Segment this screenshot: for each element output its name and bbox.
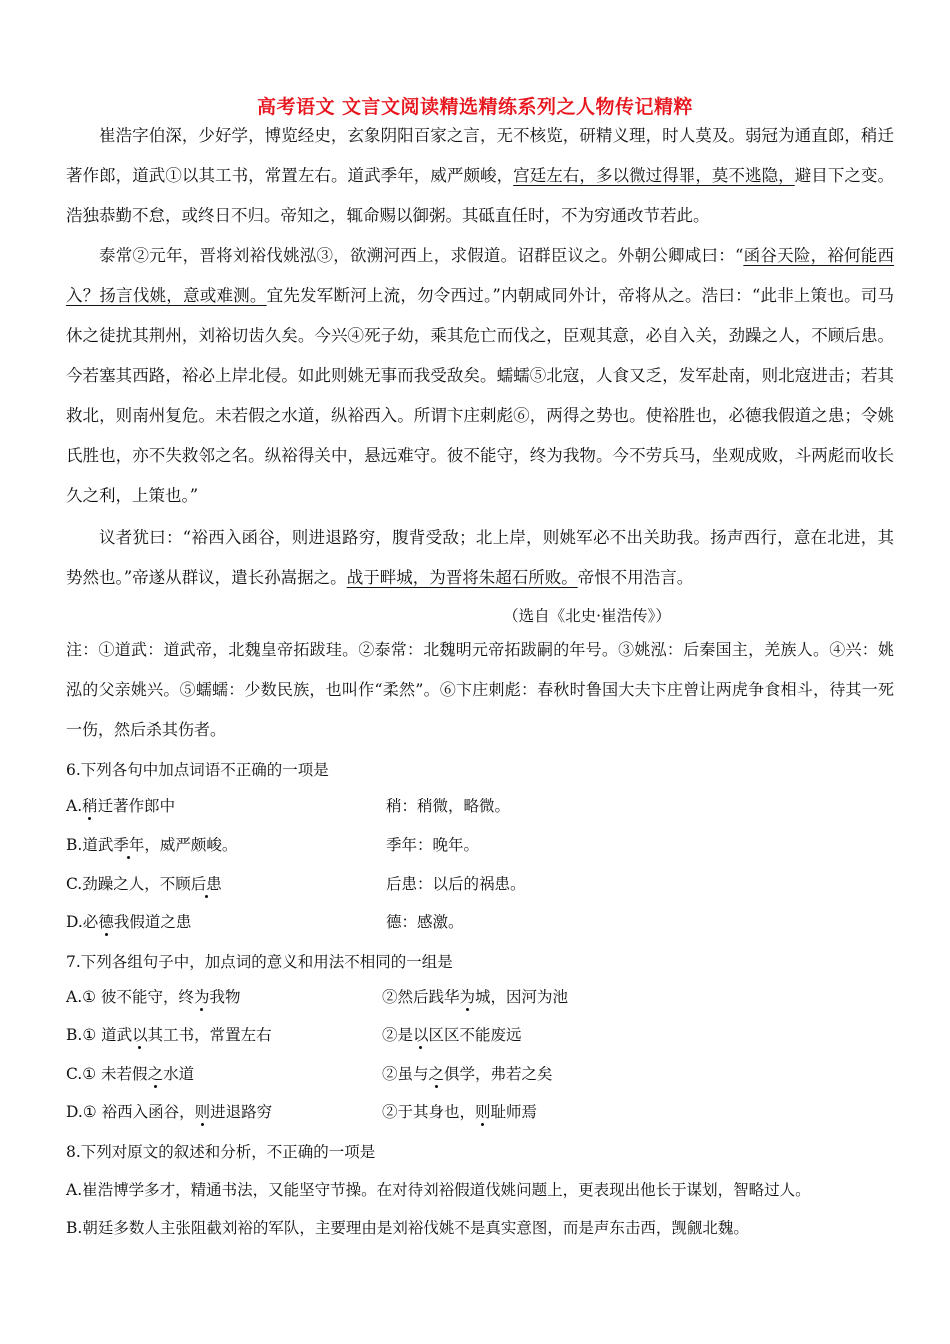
q8-stem: 8.下列对原文的叙述和分析，不正确的一项是 [66,1143,376,1161]
passage-paragraph-3 [66,518,894,598]
q7-option-d-left: D.① 裕西入函谷，则进退路穷 [66,1103,273,1121]
q7-option-b-right: ②是以区区不能废远 [382,1026,522,1044]
p2-text-b: 宜先发军断河上流，勿令西过。”内朝咸同外计，帝将从之。浩曰：“此非上策也。司马休之徒扰其荆州，刘裕切齿久矣。今兴④死子幼，乘其危亡而伐之，臣观其意，必自入关，劲躁之人，不顾后患。今若塞其西路，裕必上岸北侵。如此则姚无事而我受敌矣。蠕蠕⑤北寇，人食又乏，发军赴南，则北寇进击；若其救北，则南州复危。未若假之水道，纵裕西入。所谓卞庄刺彪⑥，两得之势也。使裕胜也，必德我假道之患；令姚氏胜也，亦不失救邻之名。纵裕得关中，悬远难守。彼不能守，终为我物。今不劳兵马，坐观成败，斗两彪而收长久之利，上策也。” [66,286,895,505]
passage-paragraph-1 [66,116,894,236]
q8-option-a: A.崔浩博学多才，精通书法，又能坚守节操。在对待刘裕假道伐姚问题上，更表现出他长于谋划，智略过人。 [66,1181,811,1199]
dotted-word: 之 [428,1065,445,1083]
dotted-word: 为 [193,988,210,1006]
q6-option-a: A.稍迁著作郎中 [66,797,176,815]
source-citation: （选自《北史·崔浩传》） [503,607,671,625]
passage-paragraph-2 [66,236,894,516]
dotted-word: 季年 [113,836,145,854]
q7-option-a-right: ②然后践华为城，因河为池 [382,988,569,1006]
dotted-word: 之 [147,1065,164,1083]
q7-option-a-left: A.① 彼不能守，终为我物 [66,988,241,1006]
q6-option-c: C.劲躁之人，不顾后患 [66,875,222,893]
q7-option-d-right: ②于其身也，则耻师焉 [382,1103,538,1121]
q7-option-c-right: ②虽与之俱学，弗若之矣 [382,1065,553,1083]
q7-option-b-left: B.① 道武以其工书，常置左右 [66,1026,272,1044]
q6-gloss-d: 德：感激。 [386,913,464,931]
p1-underlined: 宫廷左右，多以微过得罪，莫不逃隐， [513,166,795,185]
page-title: 高考语文 文言文阅读精选精练系列之人物传记精粹 [256,96,694,118]
p3-text-b: 帝恨不用浩言。 [577,568,694,587]
dotted-word: 以 [413,1026,429,1044]
dotted-word: 后患 [190,875,222,893]
p3-text-a: 议者犹曰：“裕西入函谷，则进退路穷，腹背受敌；北上岸，则姚军必不出关助我。扬声西行，意在北进，其势然也。”帝遂从群议，遣长孙嵩据之。 [66,528,894,587]
dotted-word: 以 [132,1026,148,1044]
p3-underlined: 战于畔城，为晋将朱超石所败。 [346,568,578,587]
dotted-word: 则 [194,1103,211,1121]
dotted-word: 德 [98,913,114,931]
q7-option-c-left: C.① 未若假之水道 [66,1065,195,1083]
q7-stem: 7.下列各组句子中，加点词的意义和用法不相同的一组是 [66,953,453,971]
annotations-note: 注：①道武：道武帝，北魏皇帝拓跋珪。②泰常：北魏明元帝拓跋嗣的年号。③姚泓：后秦国主，羌族人。④兴：姚泓的父亲姚兴。⑤蠕蠕：少数民族，也叫作“柔然”。⑥卞庄刺彪：春秋时鲁国大夫卞庄曾让两虎争食相斗，待其一死一伤，然后杀其伤者。 [66,640,894,739]
p1-text-a: 崔浩字伯深，少好学，博览经史，玄象阴阳百家之言，无不核览，研精义理，时人莫及。弱冠为通直郎，稍迁著作郎，道武①以其工书，常置左右。道武季年，威严颇峻， [66,126,894,185]
q6-option-d: D.必德我假道之患 [66,913,192,931]
q6-gloss-c: 后患：以后的祸患。 [386,875,526,893]
q6-gloss-b: 季年：晚年。 [386,836,480,854]
q6-gloss-a: 稍：稍微，略微。 [386,797,511,815]
dotted-word: 为 [459,988,476,1006]
dotted-word: 则 [475,1103,491,1121]
p1-text-b: 避目下之变。浩独恭勤不怠，或终日不归。帝知之，辄命赐以御粥。其砥直任时，不为穷通改节若此。 [66,166,895,225]
q6-option-b: B.道武季年，威严颇峻。 [66,836,238,854]
p2-text-a: 泰常②元年，晋将刘裕伐姚泓③，欲溯河西上，求假道。诏群臣议之。外朝公卿咸曰：“ [99,246,744,265]
dotted-word: 稍 [82,797,98,815]
q6-stem: 6.下列各句中加点词语不正确的一项是 [66,761,329,779]
p2-underlined: 函谷天险，裕何能西入？扬言伐姚，意或难测。 [66,246,895,305]
q8-option-b: B.朝廷多数人主张阻截刘裕的军队，主要理由是刘裕伐姚不是真实意图，而是声东击西，觊觎北魏。 [66,1219,749,1237]
